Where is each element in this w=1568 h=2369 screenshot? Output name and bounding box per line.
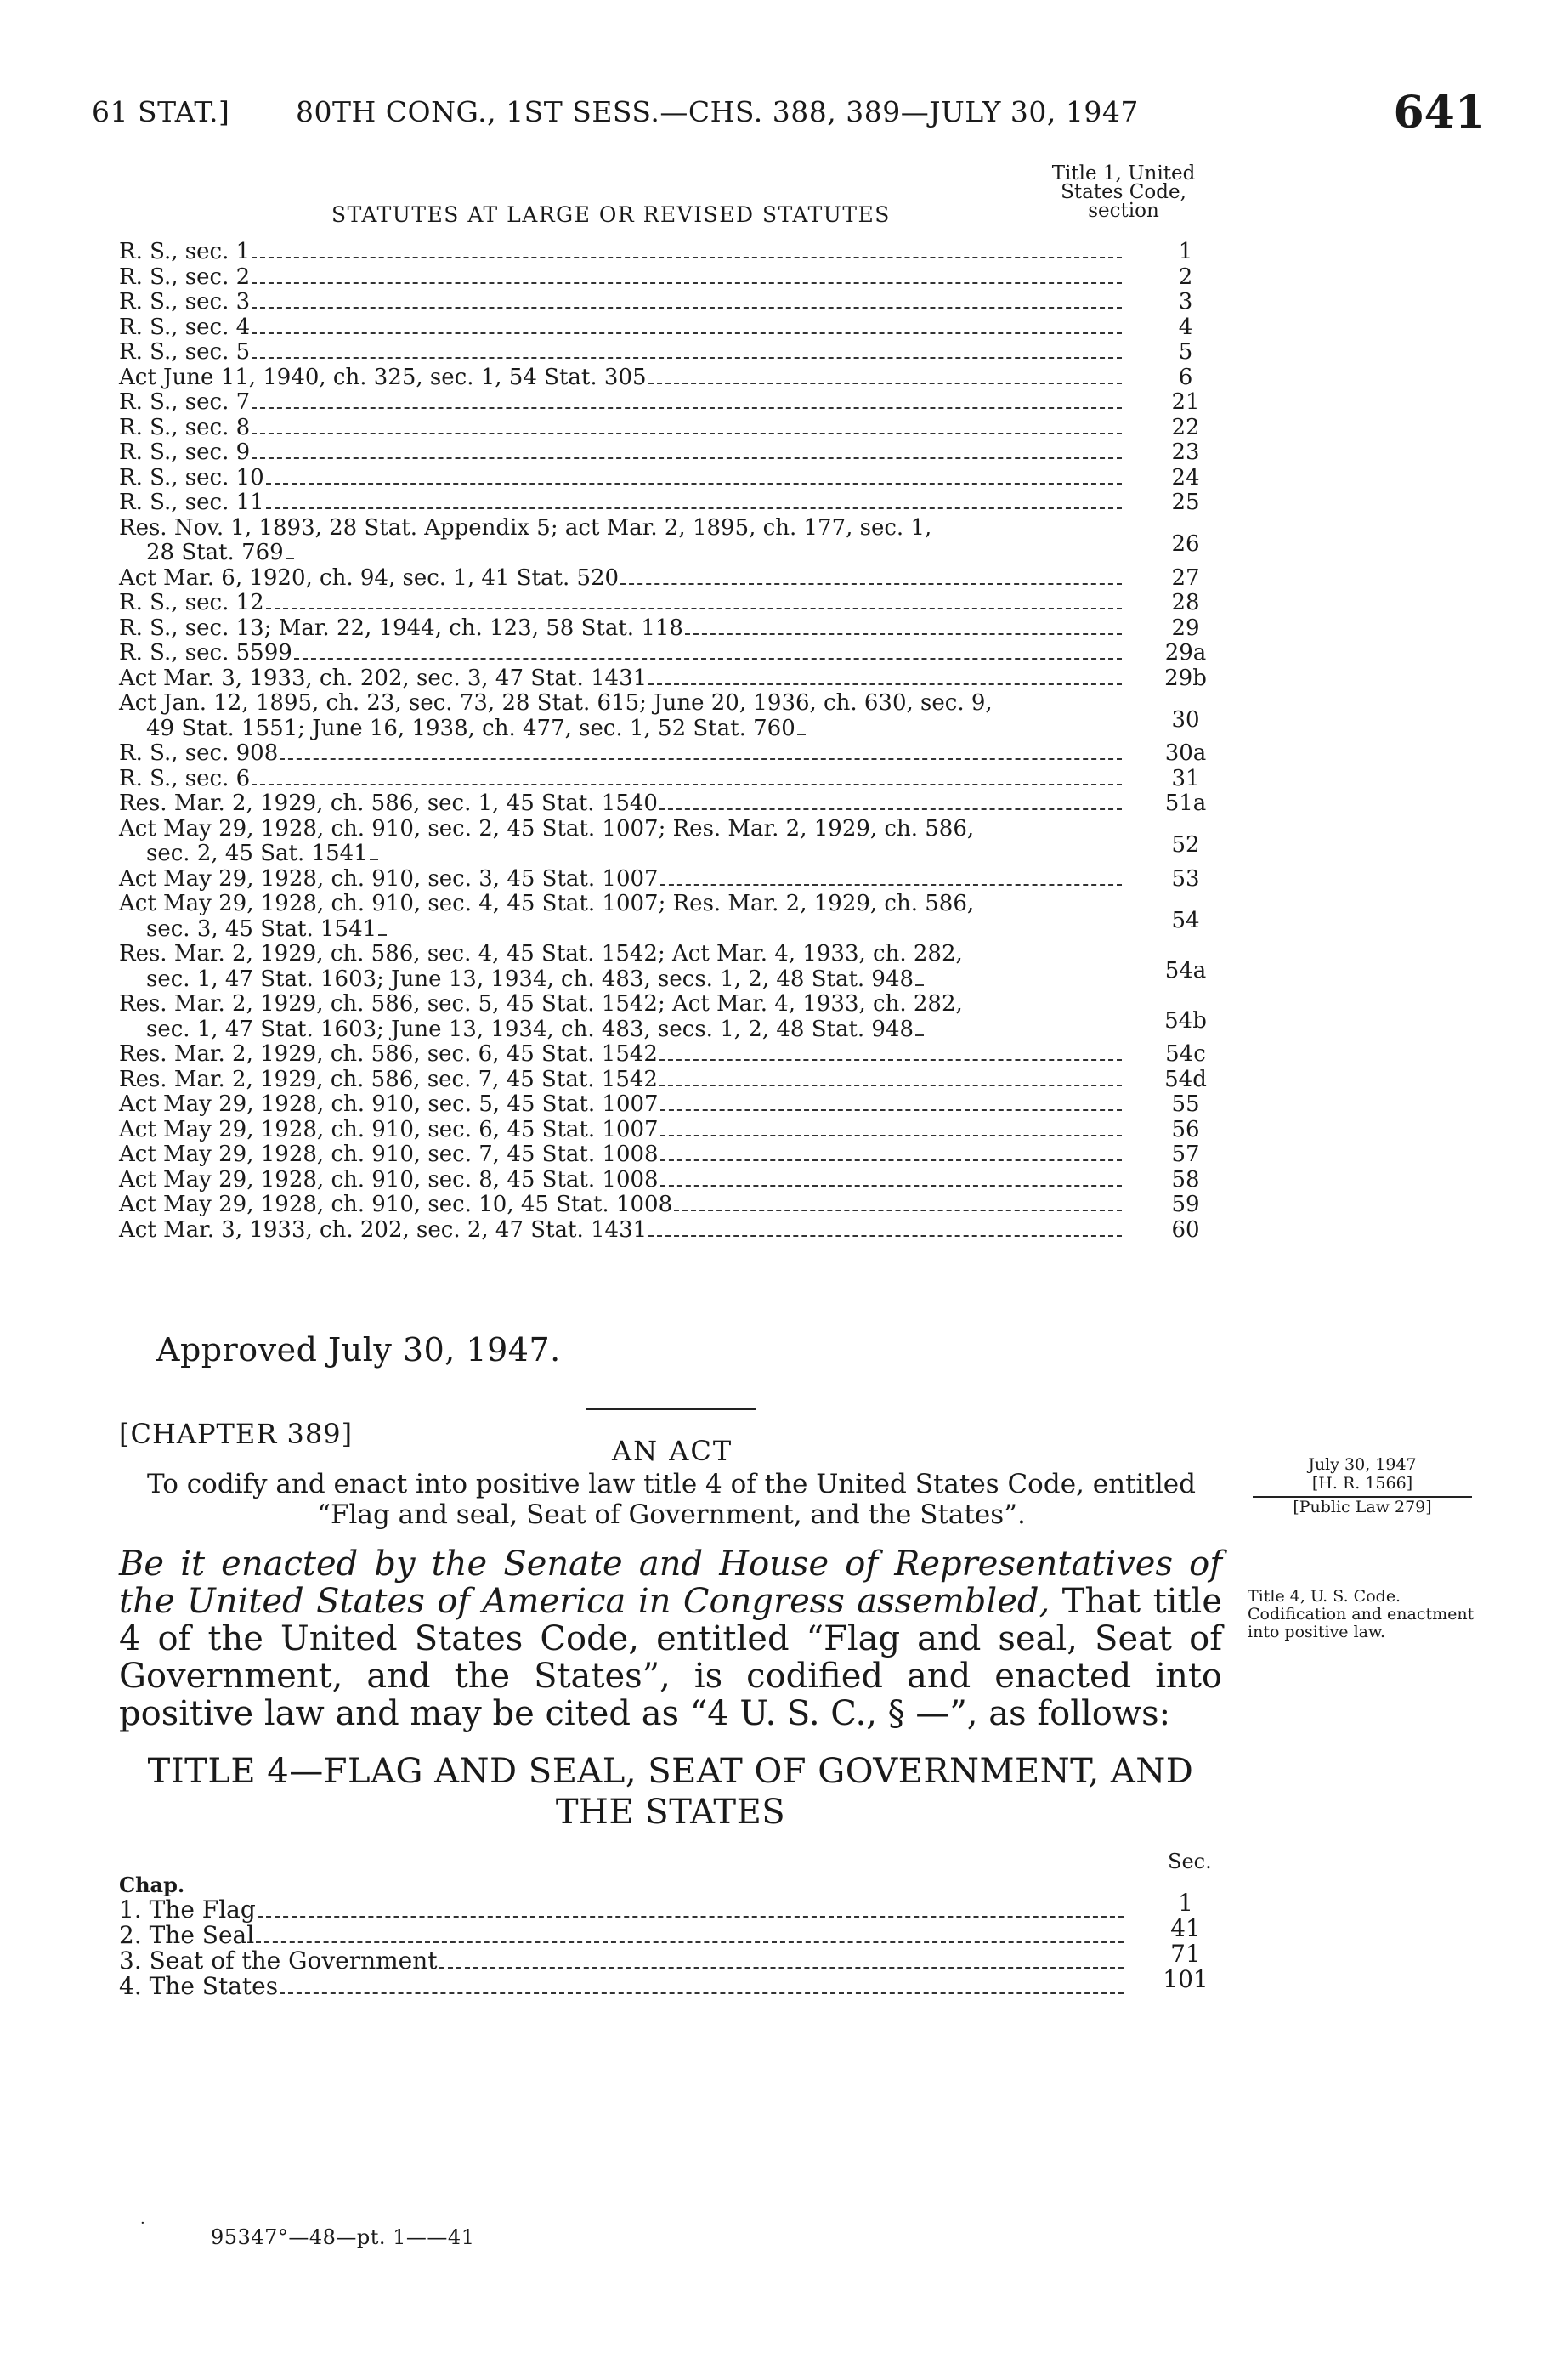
distribution-section: 51a <box>1164 791 1207 816</box>
chapter-row <box>119 1965 1224 2000</box>
enacting-clause-italic: Be it enacted by the Senate and House of Representatives of the United States of America in Congress assembled, <box>119 1544 1222 1621</box>
distribution-row <box>119 817 1224 867</box>
distribution-section: 25 <box>1171 490 1200 515</box>
distribution-row <box>119 616 1224 642</box>
running-head <box>92 87 1486 146</box>
distribution-source <box>119 1118 1147 1143</box>
section-divider <box>586 1408 756 1410</box>
chapter-entry <box>119 1948 1147 1974</box>
distribution-section: 27 <box>1171 564 1200 591</box>
distribution-section: 3 <box>1178 289 1193 315</box>
congress-session: 80TH CONG., 1ST SESS.—CHS. 388, 389—JULY 30, 1947 <box>296 95 1139 128</box>
distribution-source-line: Act May 29, 1928, ch. 910, sec. 6, 45 Stat. 1007 <box>119 1117 1122 1142</box>
dot-leader <box>378 934 387 936</box>
distribution-source <box>119 616 1147 642</box>
dot-leader <box>280 758 1122 760</box>
distribution-row <box>119 240 1224 265</box>
distribution-section: 53 <box>1171 865 1200 892</box>
distribution-row <box>119 942 1224 992</box>
dot-leader <box>252 407 1122 409</box>
distribution-section: 54c <box>1165 1041 1206 1067</box>
distribution-source-line: Res. Mar. 2, 1929, ch. 586, sec. 1, 45 Stat. 1540 <box>119 791 1122 816</box>
distribution-source <box>119 1168 1147 1193</box>
dot-leader <box>252 457 1122 459</box>
distribution-source-line: Act May 29, 1928, ch. 910, sec. 2, 45 Stat. 1007; Res. Mar. 2, 1929, ch. 586, <box>119 815 975 842</box>
distribution-source-line: Res. Mar. 2, 1929, ch. 586, sec. 7, 45 Stat. 1542 <box>119 1067 1122 1092</box>
distribution-source <box>119 892 1147 942</box>
distribution-source <box>119 340 1147 366</box>
distribution-row <box>119 1168 1224 1193</box>
distribution-source-line: R. S., sec. 12 <box>119 590 1122 615</box>
distribution-source-line: Act May 29, 1928, ch. 910, sec. 5, 45 Stat. 1007 <box>119 1091 1122 1117</box>
dot-leader <box>286 558 294 559</box>
page-number: 641 <box>1393 87 1486 139</box>
distribution-row <box>119 315 1224 341</box>
distribution-source <box>119 791 1147 817</box>
distribution-section: 6 <box>1178 364 1193 390</box>
distribution-row <box>119 1218 1224 1244</box>
chapter-row <box>119 1940 1224 1975</box>
distribution-section: 2 <box>1178 264 1193 290</box>
title-heading: TITLE 4—FLAG AND SEAL, SEAT OF GOVERNMENT, AND THE STATES <box>147 1752 1194 1832</box>
chapter-name: 1. The Flag <box>119 1896 256 1924</box>
act-description: To codify and enact into positive law title 4 of the United States Code, entitled “Flag and seal, Seat of Government, and the States”. <box>147 1469 1196 1530</box>
enacting-clause <box>119 1545 1222 1732</box>
chapter-row <box>119 1914 1224 1949</box>
distribution-row <box>119 566 1224 592</box>
dot-leader <box>915 984 924 986</box>
distribution-row <box>119 416 1224 441</box>
chapter-section: 41 <box>1170 1914 1201 1942</box>
dot-leader <box>659 1085 1122 1086</box>
distribution-section: 57 <box>1171 1142 1200 1167</box>
chapter-entry <box>119 1897 1147 1923</box>
chapter-row <box>119 1889 1224 1924</box>
distribution-section: 28 <box>1171 590 1200 615</box>
distribution-source-line: R. S., sec. 4 <box>119 315 1122 340</box>
dot-leader <box>660 1109 1122 1111</box>
distribution-source-line: Act May 29, 1928, ch. 910, sec. 4, 45 Stat. 1007; Res. Mar. 2, 1929, ch. 586, <box>119 891 975 916</box>
chapter-section: 1 <box>1178 1889 1193 1917</box>
distribution-section: 4 <box>1178 314 1193 340</box>
distribution-source <box>119 817 1147 867</box>
distribution-section: 56 <box>1171 1116 1200 1142</box>
dot-leader <box>266 608 1122 609</box>
chapter-entry <box>119 1974 1147 1999</box>
distribution-source-line: R. S., sec. 3 <box>119 289 1122 315</box>
distribution-source <box>119 1092 1147 1118</box>
distribution-source-line-2: sec. 1, 47 Stat. 1603; June 13, 1934, ch. 483, secs. 1, 2, 48 Stat. 948 <box>119 1017 1147 1043</box>
chapter-section: 71 <box>1170 1940 1201 1968</box>
distribution-row <box>119 440 1224 466</box>
dot-leader <box>685 633 1122 635</box>
dot-leader <box>252 257 1122 258</box>
distribution-row <box>119 892 1224 942</box>
distribution-source <box>119 741 1147 767</box>
distribution-source-line: Act Jan. 12, 1895, ch. 23, sec. 73, 28 Stat. 615; June 20, 1936, ch. 630, sec. 9, <box>119 690 993 716</box>
margin-note-citation <box>1248 1455 1477 1516</box>
distribution-source-line: Act May 29, 1928, ch. 910, sec. 7, 45 Stat. 1008 <box>119 1142 1122 1167</box>
distribution-source <box>119 1068 1147 1093</box>
distribution-section: 29 <box>1171 615 1200 641</box>
print-code: 95347°—48—pt. 1——41 <box>211 2225 475 2249</box>
distribution-source <box>119 666 1147 692</box>
dot-leader <box>620 583 1122 585</box>
distribution-row <box>119 290 1224 315</box>
distribution-row <box>119 390 1224 416</box>
distribution-source <box>119 416 1147 441</box>
distribution-source-line: Act Mar. 3, 1933, ch. 202, sec. 2, 47 Stat. 1431 <box>119 1217 1122 1243</box>
distribution-section: 30a <box>1164 740 1207 766</box>
distribution-column-heading: Title 1, United States Code, section <box>1051 162 1196 222</box>
dot-leader <box>256 1941 1124 1943</box>
dot-leader <box>370 859 378 860</box>
distribution-source <box>119 992 1147 1042</box>
chap-column-label: Chap. <box>119 1873 185 1897</box>
distribution-source <box>119 440 1147 466</box>
distribution-section: 55 <box>1171 1091 1200 1117</box>
distribution-row <box>119 366 1224 391</box>
distribution-source-line: Res. Mar. 2, 1929, ch. 586, sec. 6, 45 Stat. 1542 <box>119 1041 1122 1067</box>
dot-leader <box>797 734 806 735</box>
distribution-source-line: R. S., sec. 11 <box>119 490 1122 515</box>
distribution-source-line-2: 49 Stat. 1551; June 16, 1938, ch. 477, sec. 1, 52 Stat. 760 <box>119 717 1147 742</box>
distribution-source-line-2: sec. 2, 45 Sat. 1541 <box>119 842 1147 867</box>
distribution-source <box>119 942 1147 992</box>
distribution-source-line: R. S., sec. 2 <box>119 264 1122 290</box>
distribution-row <box>119 867 1224 893</box>
dot-leader <box>660 1185 1122 1187</box>
dot-leader <box>915 1034 924 1036</box>
distribution-source <box>119 767 1147 792</box>
distribution-row <box>119 1193 1224 1218</box>
distribution-section: 54d <box>1164 1066 1207 1092</box>
dot-leader <box>659 808 1122 810</box>
distribution-row <box>119 466 1224 491</box>
distribution-row <box>119 591 1224 616</box>
distribution-section: 58 <box>1171 1166 1200 1193</box>
distribution-source-line: R. S., sec. 10 <box>119 465 1122 490</box>
distribution-section: 26 <box>1171 531 1200 557</box>
distribution-section: 29a <box>1164 640 1207 666</box>
distribution-section: 54 <box>1171 907 1200 933</box>
distribution-source-line: R. S., sec. 908 <box>119 740 1122 766</box>
chapter-table <box>119 1889 1224 2000</box>
dot-leader <box>252 307 1122 309</box>
distribution-row <box>119 1068 1224 1093</box>
distribution-source <box>119 566 1147 592</box>
distribution-row <box>119 1142 1224 1168</box>
distribution-source-line-2: sec. 3, 45 Stat. 1541 <box>119 917 1147 943</box>
distribution-source-line: R. S., sec. 9 <box>119 439 1122 465</box>
distribution-row <box>119 666 1224 692</box>
distribution-source <box>119 240 1147 265</box>
distribution-section: 23 <box>1171 439 1200 465</box>
dot-leader <box>674 1210 1122 1211</box>
distribution-section: 52 <box>1171 832 1200 858</box>
distribution-row <box>119 741 1224 767</box>
distribution-row <box>119 992 1224 1042</box>
margin-note-date: July 30, 1947 <box>1308 1455 1417 1474</box>
chapter-name: 3. Seat of the Government <box>119 1947 438 1975</box>
distribution-section: 54a <box>1164 957 1207 983</box>
distribution-source <box>119 265 1147 291</box>
distribution-section: 22 <box>1171 414 1200 440</box>
distribution-source-line: R. S., sec. 1 <box>119 239 1122 264</box>
distribution-source-line: Act May 29, 1928, ch. 910, sec. 8, 45 Stat. 1008 <box>119 1167 1122 1193</box>
chapter-entry <box>119 1923 1147 1948</box>
dot-leader <box>659 1059 1122 1061</box>
enacting-clause-body: That title 4 of the United States Code, entitled “Flag and seal, Seat of Government, and the States”, is codified and enacted into positive law and may be cited as “4 U. S. C., § —”, as follows: <box>119 1582 1222 1733</box>
dot-leader <box>252 433 1122 434</box>
distribution-row <box>119 1042 1224 1068</box>
distribution-row <box>119 791 1224 817</box>
distribution-source-line-2: 28 Stat. 769 <box>119 541 1147 566</box>
distribution-row <box>119 1092 1224 1118</box>
distribution-source <box>119 867 1147 893</box>
margin-note-topic: Title 4, U. S. Code. Codification and enactment into positive law. <box>1248 1587 1475 1641</box>
dot-leader <box>648 1235 1122 1237</box>
distribution-source <box>119 1142 1147 1168</box>
distribution-section: 30 <box>1171 706 1200 733</box>
distribution-source-line: Act June 11, 1940, ch. 325, sec. 1, 54 Stat. 305 <box>119 365 1122 390</box>
distribution-source-line: R. S., sec. 7 <box>119 389 1122 415</box>
distribution-row <box>119 641 1224 666</box>
distribution-source <box>119 641 1147 666</box>
distribution-source <box>119 466 1147 491</box>
dot-leader <box>439 1967 1124 1969</box>
dot-leader <box>294 658 1122 660</box>
distribution-table <box>119 240 1224 1243</box>
distribution-section: 5 <box>1178 339 1193 365</box>
distribution-source-line: Res. Mar. 2, 1929, ch. 586, sec. 4, 45 Stat. 1542; Act Mar. 4, 1933, ch. 282, <box>119 941 963 966</box>
distribution-section: 29b <box>1164 665 1207 691</box>
dot-leader <box>266 507 1122 509</box>
distribution-section: 21 <box>1171 389 1200 415</box>
distribution-source <box>119 591 1147 616</box>
sec-column-label: Sec. <box>1168 1850 1212 1873</box>
act-title: AN ACT <box>612 1435 733 1467</box>
distribution-source-line-2: sec. 1, 47 Stat. 1603; June 13, 1934, ch. 483, secs. 1, 2, 48 Stat. 948 <box>119 967 1147 993</box>
distribution-row <box>119 691 1224 741</box>
chapter-section: 101 <box>1163 1965 1209 1993</box>
footer-dot: · <box>140 2214 145 2232</box>
dot-leader <box>280 1992 1124 1994</box>
distribution-source <box>119 1193 1147 1218</box>
margin-note-law: [Public Law 279] <box>1293 1498 1432 1516</box>
distribution-source <box>119 490 1147 516</box>
distribution-source <box>119 290 1147 315</box>
distribution-section: 31 <box>1171 765 1200 791</box>
chapter-label: [CHAPTER 389] <box>119 1418 354 1450</box>
distribution-source-line: R. S., sec. 8 <box>119 415 1122 440</box>
distribution-source <box>119 366 1147 391</box>
distribution-table-heading: STATUTES AT LARGE OR REVISED STATUTES <box>331 202 891 227</box>
dot-leader <box>252 784 1122 785</box>
dot-leader <box>258 1916 1124 1918</box>
distribution-section: 60 <box>1171 1216 1200 1243</box>
distribution-row <box>119 516 1224 566</box>
distribution-source <box>119 1218 1147 1244</box>
chapter-name: 2. The Seal <box>119 1921 255 1949</box>
dot-leader <box>252 357 1122 359</box>
distribution-source-line: Act Mar. 3, 1933, ch. 202, sec. 3, 47 Stat. 1431 <box>119 666 1122 691</box>
distribution-source <box>119 691 1147 741</box>
chapter-name: 4. The States <box>119 1972 279 2000</box>
distribution-row <box>119 1118 1224 1143</box>
distribution-source <box>119 390 1147 416</box>
distribution-section: 59 <box>1171 1192 1200 1217</box>
dot-leader <box>660 1159 1122 1161</box>
dot-leader <box>648 683 1122 685</box>
dot-leader <box>252 282 1122 284</box>
distribution-source-line: R. S., sec. 6 <box>119 766 1122 791</box>
distribution-source-line: R. S., sec. 5 <box>119 339 1122 365</box>
distribution-source-line: Act May 29, 1928, ch. 910, sec. 3, 45 Stat. 1007 <box>119 866 1122 892</box>
dot-leader <box>660 884 1122 886</box>
distribution-source <box>119 1042 1147 1068</box>
dot-leader <box>660 1135 1122 1136</box>
dot-leader <box>252 332 1122 334</box>
dot-leader <box>266 483 1122 485</box>
distribution-source <box>119 516 1147 566</box>
distribution-section: 54b <box>1164 1007 1207 1034</box>
distribution-source <box>119 315 1147 341</box>
distribution-source-line: R. S., sec. 5599 <box>119 640 1122 666</box>
approval-date: Approved July 30, 1947. <box>156 1331 561 1369</box>
margin-note-bill: [H. R. 1566] <box>1311 1474 1413 1493</box>
distribution-section: 1 <box>1178 239 1193 264</box>
distribution-row <box>119 340 1224 366</box>
distribution-source-line: Act May 29, 1928, ch. 910, sec. 10, 45 Stat. 1008 <box>119 1192 1122 1217</box>
distribution-source-line: Act Mar. 6, 1920, ch. 94, sec. 1, 41 Stat. 520 <box>119 565 1122 591</box>
distribution-source-line: Res. Nov. 1, 1893, 28 Stat. Appendix 5; act Mar. 2, 1895, ch. 177, sec. 1, <box>119 514 932 541</box>
distribution-row <box>119 767 1224 792</box>
distribution-row <box>119 490 1224 516</box>
distribution-source-line: Res. Mar. 2, 1929, ch. 586, sec. 5, 45 Stat. 1542; Act Mar. 4, 1933, ch. 282, <box>119 991 963 1017</box>
distribution-source-line: R. S., sec. 13; Mar. 22, 1944, ch. 123, 58 Stat. 118 <box>119 615 1122 641</box>
statute-volume: 61 STAT.] <box>92 95 230 128</box>
distribution-section: 24 <box>1171 464 1200 490</box>
distribution-row <box>119 265 1224 291</box>
dot-leader <box>648 383 1122 384</box>
